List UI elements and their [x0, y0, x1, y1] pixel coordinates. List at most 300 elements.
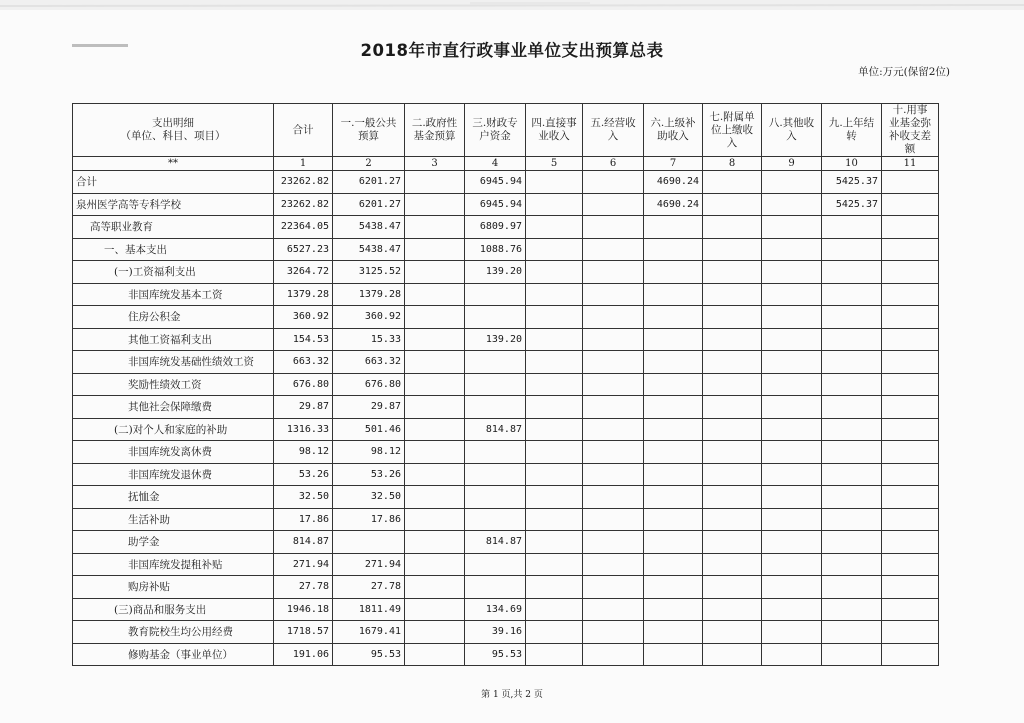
table-cell — [822, 486, 882, 509]
index-cell: 10 — [822, 157, 882, 171]
table-cell: 360.92 — [274, 306, 333, 329]
table-cell — [882, 643, 939, 666]
row-label: (二)对个人和家庭的补助 — [73, 418, 274, 441]
table-cell — [703, 553, 762, 576]
table-cell — [703, 238, 762, 261]
table-cell — [526, 643, 583, 666]
column-header: 八.其他收入 — [762, 104, 822, 157]
table-cell — [405, 508, 465, 531]
row-label: 修购基金（事业单位） — [73, 643, 274, 666]
table-cell — [405, 396, 465, 419]
table-cell — [583, 238, 644, 261]
column-header: 五.经营收入 — [583, 104, 644, 157]
table-cell — [703, 193, 762, 216]
table-cell — [822, 396, 882, 419]
table-cell — [703, 463, 762, 486]
table-cell: 134.69 — [465, 598, 526, 621]
table-cell — [465, 463, 526, 486]
table-cell — [583, 306, 644, 329]
row-label: 助学金 — [73, 531, 274, 554]
table-cell: 4690.24 — [644, 193, 703, 216]
table-cell — [762, 373, 822, 396]
index-cell: 2 — [333, 157, 405, 171]
table-cell — [822, 441, 882, 464]
table-cell — [526, 441, 583, 464]
column-header: 十.用事 业基金弥补收支差额 — [882, 104, 939, 157]
table-cell: 271.94 — [333, 553, 405, 576]
table-cell: 4690.24 — [644, 171, 703, 194]
table-cell — [526, 193, 583, 216]
table-cell: 5438.47 — [333, 216, 405, 239]
table-cell — [882, 463, 939, 486]
table-row — [73, 373, 939, 396]
table-cell — [882, 441, 939, 464]
table-cell: 814.87 — [274, 531, 333, 554]
row-label: 其他社会保障缴费 — [73, 396, 274, 419]
table-cell — [405, 643, 465, 666]
table-cell — [762, 171, 822, 194]
table-cell — [822, 643, 882, 666]
table-row — [73, 643, 939, 666]
table-cell — [405, 328, 465, 351]
table-cell — [882, 486, 939, 509]
table-cell — [882, 238, 939, 261]
table-row — [73, 328, 939, 351]
table-cell: 1946.18 — [274, 598, 333, 621]
table-cell — [644, 238, 703, 261]
table-cell: 1718.57 — [274, 621, 333, 644]
table-cell: 663.32 — [274, 351, 333, 374]
table-cell: 3125.52 — [333, 261, 405, 284]
index-cell: 9 — [762, 157, 822, 171]
table-cell — [583, 621, 644, 644]
table-cell — [405, 171, 465, 194]
row-label: 合计 — [73, 171, 274, 194]
table-cell — [465, 396, 526, 419]
table-cell — [703, 486, 762, 509]
table-cell: 271.94 — [274, 553, 333, 576]
row-label: 非国库统发退休费 — [73, 463, 274, 486]
table-cell: 95.53 — [333, 643, 405, 666]
table-cell: 23262.82 — [274, 171, 333, 194]
table-cell — [644, 418, 703, 441]
table-row — [73, 621, 939, 644]
table-cell — [882, 261, 939, 284]
table-cell — [822, 508, 882, 531]
table-cell — [644, 508, 703, 531]
table-row — [73, 193, 939, 216]
table-cell — [526, 508, 583, 531]
table-cell: 23262.82 — [274, 193, 333, 216]
row-label: 购房补贴 — [73, 576, 274, 599]
index-cell: 4 — [465, 157, 526, 171]
table-row — [73, 261, 939, 284]
table-cell — [762, 396, 822, 419]
table-cell: 29.87 — [333, 396, 405, 419]
table-cell: 1088.76 — [465, 238, 526, 261]
table-cell — [703, 531, 762, 554]
table-cell — [882, 598, 939, 621]
table-cell — [583, 463, 644, 486]
table-cell — [405, 306, 465, 329]
table-cell — [583, 261, 644, 284]
table-cell — [822, 373, 882, 396]
table-row — [73, 598, 939, 621]
document-title: 2018年市直行政事业单位支出预算总表 — [360, 41, 664, 60]
table-cell — [762, 441, 822, 464]
table-cell — [465, 576, 526, 599]
table-cell — [762, 261, 822, 284]
table-cell — [822, 553, 882, 576]
table-cell — [405, 238, 465, 261]
table-cell: 1811.49 — [333, 598, 405, 621]
table-cell — [405, 351, 465, 374]
table-cell: 53.26 — [274, 463, 333, 486]
table-cell: 98.12 — [274, 441, 333, 464]
table-cell — [703, 621, 762, 644]
index-cell: ** — [73, 157, 274, 171]
table-row — [73, 553, 939, 576]
table-row — [73, 306, 939, 329]
table-cell — [465, 373, 526, 396]
index-row — [73, 157, 939, 171]
table-cell — [526, 328, 583, 351]
table-cell — [405, 553, 465, 576]
column-header: 三.财政专户资金 — [465, 104, 526, 157]
table-cell — [526, 531, 583, 554]
column-header: 九.上年结转 — [822, 104, 882, 157]
table-row — [73, 508, 939, 531]
table-cell: 1679.41 — [333, 621, 405, 644]
table-cell — [526, 216, 583, 239]
table-cell: 501.46 — [333, 418, 405, 441]
table-cell — [644, 216, 703, 239]
table-cell: 39.16 — [465, 621, 526, 644]
table-cell: 32.50 — [333, 486, 405, 509]
table-cell — [583, 396, 644, 419]
table-cell — [526, 238, 583, 261]
table-cell — [526, 418, 583, 441]
table-cell — [644, 351, 703, 374]
table-cell — [703, 351, 762, 374]
table-cell — [703, 418, 762, 441]
table-cell — [644, 576, 703, 599]
table-cell: 27.78 — [274, 576, 333, 599]
table-cell — [465, 553, 526, 576]
row-label: 生活补助 — [73, 508, 274, 531]
table-row — [73, 238, 939, 261]
table-cell — [644, 328, 703, 351]
table-cell — [526, 171, 583, 194]
table-cell — [882, 576, 939, 599]
table-cell — [465, 306, 526, 329]
table-cell — [822, 238, 882, 261]
column-header: 支出明细 （单位、科目、项目） — [73, 104, 274, 157]
table-cell — [882, 328, 939, 351]
unit-note: 单位:万元(保留2位) — [858, 66, 950, 78]
table-cell — [583, 193, 644, 216]
table-cell: 95.53 — [465, 643, 526, 666]
table-cell — [583, 216, 644, 239]
table-cell — [703, 283, 762, 306]
table-cell — [822, 328, 882, 351]
table-cell: 139.20 — [465, 261, 526, 284]
table-cell — [703, 171, 762, 194]
table-cell — [644, 373, 703, 396]
row-label: 非国库统发提租补贴 — [73, 553, 274, 576]
table-cell — [644, 553, 703, 576]
table-cell: 1379.28 — [333, 283, 405, 306]
index-cell: 5 — [526, 157, 583, 171]
table-cell — [822, 463, 882, 486]
table-cell — [405, 621, 465, 644]
table-cell: 814.87 — [465, 418, 526, 441]
table-cell: 1379.28 — [274, 283, 333, 306]
table-cell — [526, 373, 583, 396]
table-cell — [644, 643, 703, 666]
column-header: 合计 — [274, 104, 333, 157]
table-cell — [644, 283, 703, 306]
table-cell: 6945.94 — [465, 193, 526, 216]
table-cell — [583, 598, 644, 621]
table-cell — [644, 396, 703, 419]
row-label: 一、基本支出 — [73, 238, 274, 261]
table-cell — [882, 418, 939, 441]
table-cell — [405, 531, 465, 554]
table-cell — [644, 531, 703, 554]
table-cell — [703, 643, 762, 666]
table-row — [73, 283, 939, 306]
table-cell — [703, 576, 762, 599]
table-cell — [526, 598, 583, 621]
table-cell — [822, 598, 882, 621]
row-label: 非国库统发基础性绩效工资 — [73, 351, 274, 374]
table-cell — [644, 463, 703, 486]
row-label: (三)商品和服务支出 — [73, 598, 274, 621]
table-cell — [583, 283, 644, 306]
table-cell — [703, 216, 762, 239]
table-cell — [465, 486, 526, 509]
table-cell: 5425.37 — [822, 193, 882, 216]
table-cell — [465, 508, 526, 531]
table-cell — [703, 328, 762, 351]
row-label: 非国库统发离休费 — [73, 441, 274, 464]
table-cell — [526, 351, 583, 374]
table-cell — [822, 418, 882, 441]
table-cell — [822, 621, 882, 644]
index-cell: 6 — [583, 157, 644, 171]
table-cell — [762, 193, 822, 216]
table-cell — [882, 396, 939, 419]
row-label: 非国库统发基本工资 — [73, 283, 274, 306]
table-cell — [882, 351, 939, 374]
table-row — [73, 418, 939, 441]
table-row — [73, 486, 939, 509]
index-cell: 7 — [644, 157, 703, 171]
table-cell — [405, 418, 465, 441]
table-cell — [583, 351, 644, 374]
table-cell — [526, 553, 583, 576]
table-cell — [703, 373, 762, 396]
table-cell — [762, 553, 822, 576]
table-cell — [405, 463, 465, 486]
table-cell — [644, 306, 703, 329]
table-cell — [762, 598, 822, 621]
table-cell — [405, 283, 465, 306]
index-cell: 3 — [405, 157, 465, 171]
table-row — [73, 351, 939, 374]
table-row — [73, 441, 939, 464]
table-cell — [762, 418, 822, 441]
table-cell — [526, 283, 583, 306]
table-cell — [762, 621, 822, 644]
table-cell — [882, 216, 939, 239]
table-cell — [465, 351, 526, 374]
table-cell — [644, 261, 703, 284]
table-cell — [583, 373, 644, 396]
table-row — [73, 171, 939, 194]
column-header: 七.附属单位上缴收入 — [703, 104, 762, 157]
table-cell — [762, 486, 822, 509]
table-cell: 6945.94 — [465, 171, 526, 194]
table-cell — [644, 441, 703, 464]
table-cell: 5438.47 — [333, 238, 405, 261]
table-cell — [882, 193, 939, 216]
table-cell: 6201.27 — [333, 193, 405, 216]
table-row — [73, 463, 939, 486]
table-cell: 676.80 — [333, 373, 405, 396]
table-cell — [405, 373, 465, 396]
table-cell — [333, 531, 405, 554]
table-cell: 360.92 — [333, 306, 405, 329]
table-cell — [703, 441, 762, 464]
table-cell — [583, 171, 644, 194]
table-cell: 1316.33 — [274, 418, 333, 441]
table-cell — [882, 508, 939, 531]
table-cell — [644, 598, 703, 621]
table-cell — [583, 418, 644, 441]
table-cell — [526, 621, 583, 644]
row-label: 住房公积金 — [73, 306, 274, 329]
row-label: 抚恤金 — [73, 486, 274, 509]
table-cell — [465, 283, 526, 306]
table-cell: 27.78 — [333, 576, 405, 599]
table-cell — [762, 283, 822, 306]
table-cell — [703, 508, 762, 531]
table-cell — [405, 598, 465, 621]
table-cell — [526, 396, 583, 419]
table-cell — [703, 396, 762, 419]
table-cell — [882, 306, 939, 329]
table-cell — [762, 328, 822, 351]
table-cell — [405, 441, 465, 464]
table-cell — [526, 576, 583, 599]
table-body — [73, 157, 939, 666]
table-cell — [526, 306, 583, 329]
table-cell: 98.12 — [333, 441, 405, 464]
table-cell — [405, 261, 465, 284]
table-cell — [882, 283, 939, 306]
table-cell: 32.50 — [274, 486, 333, 509]
table-cell: 6809.97 — [465, 216, 526, 239]
table-cell — [882, 531, 939, 554]
table-cell: 15.33 — [333, 328, 405, 351]
table-cell — [644, 621, 703, 644]
table-cell — [583, 553, 644, 576]
table-cell: 139.20 — [465, 328, 526, 351]
table-row — [73, 531, 939, 554]
budget-table — [72, 103, 939, 666]
table-cell: 53.26 — [333, 463, 405, 486]
table-cell — [882, 171, 939, 194]
table-cell — [644, 486, 703, 509]
index-cell: 11 — [882, 157, 939, 171]
table-cell: 191.06 — [274, 643, 333, 666]
table-cell — [822, 351, 882, 374]
row-label: (一)工资福利支出 — [73, 261, 274, 284]
table-cell — [583, 486, 644, 509]
table-cell — [762, 351, 822, 374]
table-cell — [583, 576, 644, 599]
table-cell — [762, 531, 822, 554]
table-cell — [583, 643, 644, 666]
index-cell: 1 — [274, 157, 333, 171]
table-cell — [526, 486, 583, 509]
table-row — [73, 216, 939, 239]
table-cell — [822, 283, 882, 306]
table-cell — [405, 486, 465, 509]
table-cell: 6527.23 — [274, 238, 333, 261]
table-cell — [882, 373, 939, 396]
table-cell — [583, 531, 644, 554]
row-label: 泉州医学高等专科学校 — [73, 193, 274, 216]
table-cell — [526, 261, 583, 284]
row-label: 其他工资福利支出 — [73, 328, 274, 351]
table-cell — [762, 643, 822, 666]
index-cell: 8 — [703, 157, 762, 171]
table-cell — [703, 598, 762, 621]
table-cell — [762, 508, 822, 531]
row-label: 高等职业教育 — [73, 216, 274, 239]
table-cell — [583, 328, 644, 351]
column-header: 一.一般公共预算 — [333, 104, 405, 157]
column-header: 六.上级补助收入 — [644, 104, 703, 157]
table-cell — [583, 441, 644, 464]
table-cell: 29.87 — [274, 396, 333, 419]
table-row — [73, 576, 939, 599]
table-row — [73, 396, 939, 419]
table-cell: 814.87 — [465, 531, 526, 554]
table-cell — [703, 261, 762, 284]
page-footer: 第 1 页,共 2 页 — [481, 690, 543, 700]
table-cell — [762, 216, 822, 239]
table-cell — [762, 463, 822, 486]
table-cell: 6201.27 — [333, 171, 405, 194]
table-cell — [822, 306, 882, 329]
header-row — [73, 104, 939, 157]
row-label: 教育院校生均公用经费 — [73, 621, 274, 644]
table-cell — [405, 576, 465, 599]
table-cell — [762, 576, 822, 599]
table-cell — [465, 441, 526, 464]
table-cell — [405, 216, 465, 239]
table-cell — [822, 216, 882, 239]
row-label: 奖励性绩效工资 — [73, 373, 274, 396]
table-cell — [822, 576, 882, 599]
table-cell: 3264.72 — [274, 261, 333, 284]
table-cell: 17.86 — [274, 508, 333, 531]
table-cell: 22364.05 — [274, 216, 333, 239]
